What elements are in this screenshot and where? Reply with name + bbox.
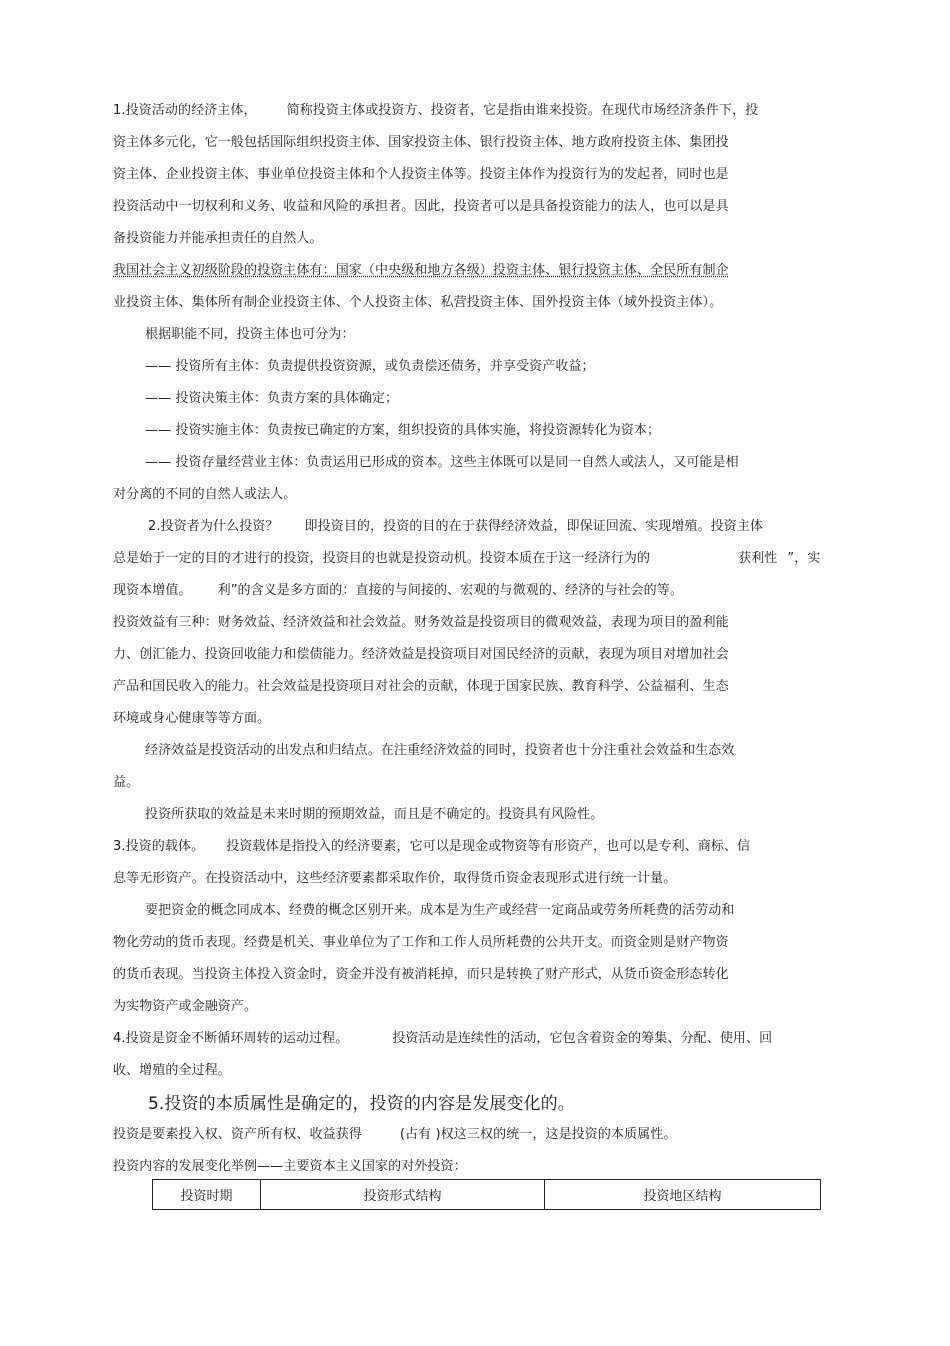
list-item: —— 投资所有主体：负责提供投资资源，或负责偿还债务，并享受资产收益； [145,359,595,374]
paragraph-line: 投资活动中一切权利和义务、收益和风险的承担者。因此，投资者可以是具备投资能力的法人，也可以是具 [113,199,729,214]
paragraph-line: 资主体多元化，它一般包括国际组织投资主体、国家投资主体、银行投资主体、地方政府投资主体、集团投 [113,135,729,150]
table-header-cell: 投资时期 [153,1180,261,1210]
paragraph-line: 经济效益是投资活动的出发点和归结点。在注重经济效益的同时，投资者也十分注重社会效益和生态效 [145,743,735,758]
table-header-cell: 投资地区结构 [545,1180,821,1210]
table-header-row [153,1180,821,1210]
section-4-title: 4.投资是资金不断循环周转的运动过程。 [113,1031,349,1046]
section-1-title: 1.投资活动的经济主体， [113,103,257,118]
investment-table [152,1179,821,1210]
paragraph-line: 环境或身心健康等等方面。 [113,711,271,726]
section-3-title: 3.投资的载体。 [113,839,205,854]
list-item: —— 投资存量经营业主体：负责运用已形成的资本。这些主体既可以是同一自然人或法人，又可能是相 [145,455,739,470]
section-2-title: 2.投资者为什么投资？ [148,519,279,534]
paragraph-line: 产品和国民收入的能力。社会效益是投资项目对社会的贡献，体现于国家民族、教育科学、公益福利、生态 [113,679,729,694]
paragraph-line: 投资是要素投入权、资产所有权、收益获得 (占有 )权这三权的统一，这是投资的本质属性。 [113,1127,677,1142]
paragraph-line: 投资内容的发展变化举例——主要资本主义国家的对外投资： [113,1159,467,1174]
paragraph-line: 的货币表现。当投资主体投入资金时，资金并没有被消耗掉，而只是转换了财产形式，从货币资金形态转化 [113,967,729,982]
paragraph-line: 物化劳动的货币表现。经费是机关、事业单位为了工作和工作人员所耗费的公共开支。而资金则是财产物资 [113,935,729,950]
table-header-cell: 投资形式结构 [261,1180,545,1210]
list-item: —— 投资决策主体：负责方案的具体确定； [145,391,399,406]
list-item: —— 投资实施主体：负责按已确定的方案，组织投资的具体实施，将投资源转化为资本； [145,423,661,438]
paragraph-line: 备投资能力并能承担责任的自然人。 [113,231,323,246]
paragraph-line: 为实物资产或金融资产。 [113,999,258,1014]
paragraph-line: 我国社会主义初级阶段的投资主体有：国家（中央级和地方各级）投资主体、银行投资主体、全民所有制企 [113,263,729,278]
paragraph-line: 3.投资的载体。 投资载体是指投入的经济要素，它可以是现金或物资等有形资产，也可以是专利、商标、信 [113,839,751,854]
paragraph-line: 力、创汇能力、投资回收能力和偿债能力。经济效益是投资项目对国民经济的贡献，表现为项目对增加社会 [113,647,729,662]
section-5-title: 5.投资的本质属性是确定的，投资的内容是发展变化的。 [148,1094,575,1114]
paragraph-line: 总是始于一定的目的才进行的投资，投资目的也就是投资动机。投资本质在于这一经济行为的 获利性 ”，实 [113,551,821,566]
paragraph-line: 收、增殖的全过程。 [113,1063,231,1078]
paragraph-line: 4.投资是资金不断循环周转的运动过程。 投资活动是连续性的活动，它包含着资金的筹集、分配、使用、回 [113,1031,773,1046]
paragraph-line: 要把资金的概念同成本、经费的概念区别开来。成本是为生产或经营一定商品或劳务所耗费的活劳动和 [145,903,735,918]
paragraph-line: 投资所获取的效益是未来时期的预期效益，而且是不确定的。投资具有风险性。 [145,807,604,822]
paragraph-line: 2.投资者为什么投资？ 即投资目的，投资的目的在于获得经济效益，即保证回流、实现增殖。投资主体 [148,519,764,534]
paragraph-line: 根据职能不同，投资主体也可分为： [145,327,355,342]
paragraph-line: 业投资主体、集体所有制企业投资主体、个人投资主体、私营投资主体、国外投资主体（域外投资主体）。 [113,295,723,310]
paragraph-line: 对分离的不同的自然人或法人。 [113,487,297,502]
paragraph-line: 资主体、企业投资主体、事业单位投资主体和个人投资主体等。投资主体作为投资行为的发起者，同时也是 [113,167,729,182]
paragraph-line: 息等无形资产。在投资活动中，这些经济要素都采取作价，取得货币资金表现形式进行统一计量。 [113,871,677,886]
paragraph-line: 1.投资活动的经济主体， 简称投资主体或投资方、投资者，它是指由谁来投资。在现代市场经济条件下，投 [113,103,759,118]
paragraph-line: 益。 [113,775,140,790]
paragraph-line: 现资本增值。 利”的含义是多方面的：直接的与间接的、宏观的与微观的、经济的与社会的等。 [113,583,683,598]
paragraph-line: 投资效益有三种：财务效益、经济效益和社会效益。财务效益是投资项目的微观效益，表现为项目的盈利能 [113,615,729,630]
